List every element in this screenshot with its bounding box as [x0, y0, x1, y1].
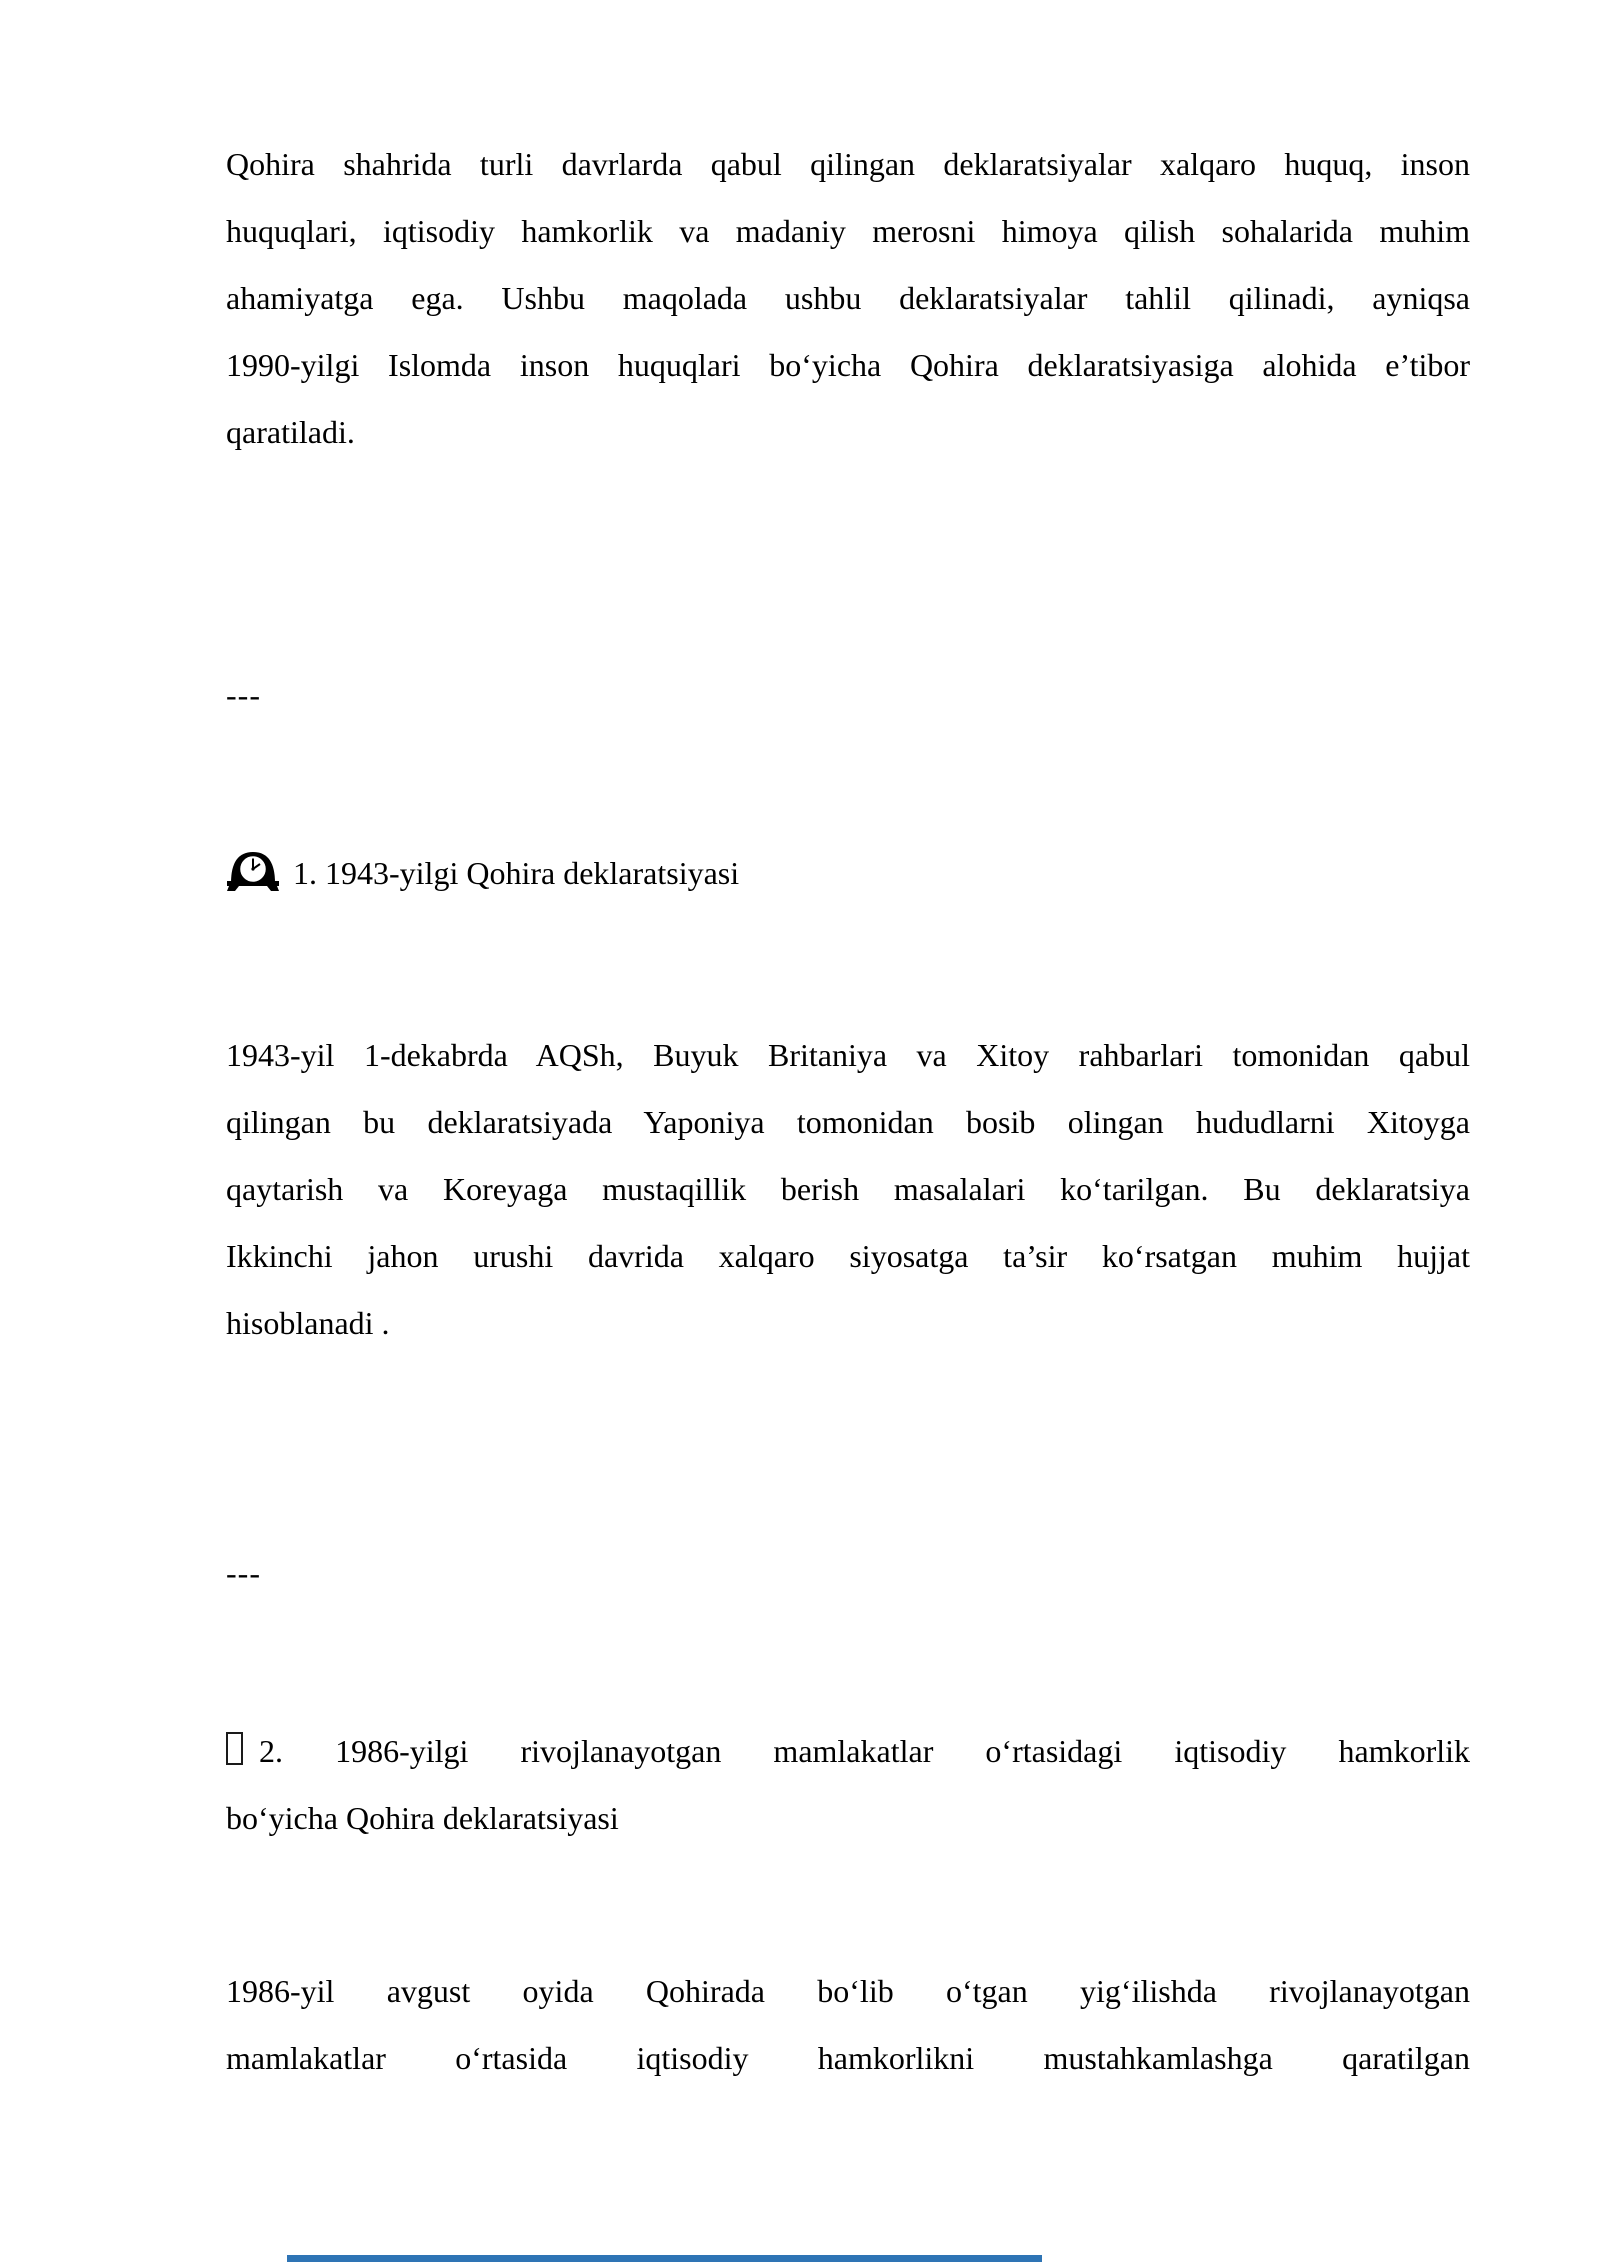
paragraph-line: qaytarish va Koreyaga mustaqillik berish masalalari ko‘tarilgan. Bu deklaratsiya [226, 1171, 1470, 1207]
intro-paragraph [226, 131, 1470, 466]
section-paragraph-1943 [226, 1022, 1470, 1357]
paragraph-line: 1986-yil avgust oyida Qohirada bo‘lib o‘tgan yig‘ilishda rivojlanayotgan [226, 1973, 1470, 2009]
section-heading-1986 [226, 1718, 1470, 1852]
section-heading-1943 [226, 840, 1470, 907]
section-heading-text: 2. 1986-yilgi rivojlanayotgan mamlakatlar o‘rtasidagi iqtisodiy hamkorlik [259, 1733, 1470, 1769]
mantel-clock-icon [226, 847, 280, 914]
horizontal-rule-text: --- [226, 677, 261, 713]
paragraph-line: 1990-yilgi Islomda inson huquqlari bo‘yicha Qohira deklaratsiyasiga alohida e’tibor [226, 347, 1470, 383]
paragraph-line: huquqlari, iqtisodiy hamkorlik va madaniy merosni himoya qilish sohalarida muhim [226, 213, 1470, 249]
horizontal-rule-text: --- [226, 1555, 261, 1591]
section-heading-text: 1. 1943-yilgi Qohira deklaratsiyasi [293, 855, 740, 891]
paragraph-line: mamlakatlar o‘rtasida iqtisodiy hamkorlikni mustahkamlashga qaratilgan [226, 2040, 1470, 2076]
document-text-column [226, 131, 1470, 2092]
paragraph-line: Qohira shahrida turli davrlarda qabul qilingan deklaratsiyalar xalqaro huquq, inson [226, 146, 1470, 182]
heading-line: bo‘yicha Qohira deklaratsiyasi [226, 1800, 619, 1836]
section-paragraph-1986 [226, 1958, 1470, 2092]
paragraph-line: 1943-yil 1-dekabrda AQSh, Buyuk Britaniya va Xitoy rahbarlari tomonidan qabul [226, 1037, 1470, 1073]
paragraph-line: Ikkinchi jahon urushi davrida xalqaro siyosatga ta’sir ko‘rsatgan muhim hujjat [226, 1238, 1470, 1274]
bottom-blue-bar [287, 2255, 1042, 2262]
paragraph-line: qilingan bu deklaratsiyada Yaponiya tomonidan bosib olingan hududlarni Xitoyga [226, 1104, 1470, 1140]
missing-glyph-icon [226, 1732, 243, 1765]
paragraph-line: qaratiladi. [226, 414, 355, 450]
paragraph-line: ahamiyatga ega. Ushbu maqolada ushbu deklaratsiyalar tahlil qilinadi, ayniqsa [226, 280, 1470, 316]
paragraph-line: hisoblanadi . [226, 1305, 390, 1341]
heading-line [226, 1718, 1470, 1785]
